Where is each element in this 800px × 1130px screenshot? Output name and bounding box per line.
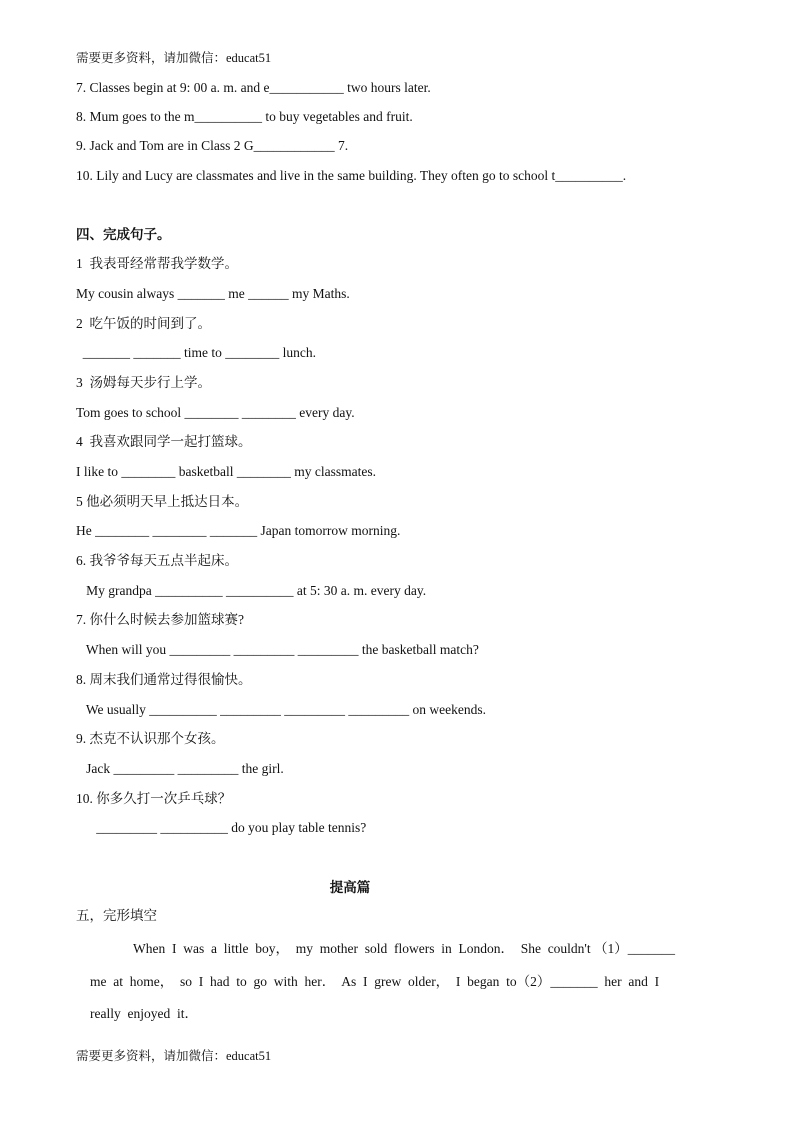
section-4-title: 四、完成句子。 — [76, 227, 171, 242]
sentence-4-chinese: 4 我喜欢跟同学一起打篮球。 — [76, 434, 252, 449]
cloze-line-3: really enjoyed it． — [90, 1006, 198, 1021]
sentence-8-english: We usually __________ _________ _________ _________ on weekends. — [76, 702, 487, 717]
sentence-3-english: Tom goes to school ________ ________ every day. — [76, 405, 355, 420]
sentence-4-english: I like to ________ basketball ________ my classmates. — [76, 464, 376, 479]
sentence-10-english: _________ __________ do you play table tennis? — [76, 820, 367, 835]
sentence-3-chinese: 3 汤姆每天步行上学。 — [76, 375, 211, 390]
fill-in-item-10: 10. Lily and Lucy are classmates and live in the same building. They often go to school t__________. — [76, 168, 627, 183]
sentence-2-english: _______ _______ time to ________ lunch. — [76, 345, 316, 360]
sentence-1-chinese: 1 我表哥经常帮我学数学。 — [76, 256, 238, 271]
sentence-2-chinese: 2 吃午饭的时间到了。 — [76, 316, 211, 331]
header-note: 需要更多资料，请加微信：educat51 — [76, 51, 272, 65]
sentence-5-chinese: 5 他必须明天早上抵达日本。 — [76, 494, 249, 509]
fill-in-item-7: 7. Classes begin at 9: 00 a. m. and e___________ two hours later. — [76, 80, 431, 95]
sentence-8-chinese: 8. 周末我们通常过得很愉快。 — [76, 672, 252, 687]
cloze-line-2: me at home， so I had to go with her． As I grew older， I began to（2）_______ her and I — [90, 974, 660, 989]
fill-in-item-8: 8. Mum goes to the m__________ to buy vegetables and fruit. — [76, 109, 413, 124]
sentence-10-chinese: 10. 你多久打一次乒乓球？ — [76, 791, 232, 806]
sentence-6-chinese: 6. 我爷爷每天五点半起床。 — [76, 553, 238, 568]
sentence-1-english: My cousin always _______ me ______ my Maths. — [76, 286, 350, 301]
advanced-section-title: 提高篇 — [329, 880, 371, 895]
footer-note: 需要更多资料，请加微信：educat51 — [76, 1049, 272, 1063]
sentence-6-english: My grandpa __________ __________ at 5: 30 a. m. every day. — [76, 583, 427, 598]
section-5-title: 五，完形填空 — [76, 908, 157, 923]
sentence-9-chinese: 9. 杰克不认识那个女孩。 — [76, 731, 225, 746]
sentence-9-english: Jack _________ _________ the girl. — [76, 761, 284, 776]
sentence-5-english: He ________ ________ _______ Japan tomorrow morning. — [76, 523, 401, 538]
sentence-7-english: When will you _________ _________ _________ the basketball match? — [76, 642, 479, 657]
sentence-7-chinese: 7. 你什么时候去参加篮球赛? — [76, 612, 244, 627]
fill-in-item-9: 9. Jack and Tom are in Class 2 G____________ 7. — [76, 138, 349, 153]
cloze-line-1: When I was a little boy， my mother sold flowers in London． She couldn't （1）_______ — [133, 941, 675, 956]
